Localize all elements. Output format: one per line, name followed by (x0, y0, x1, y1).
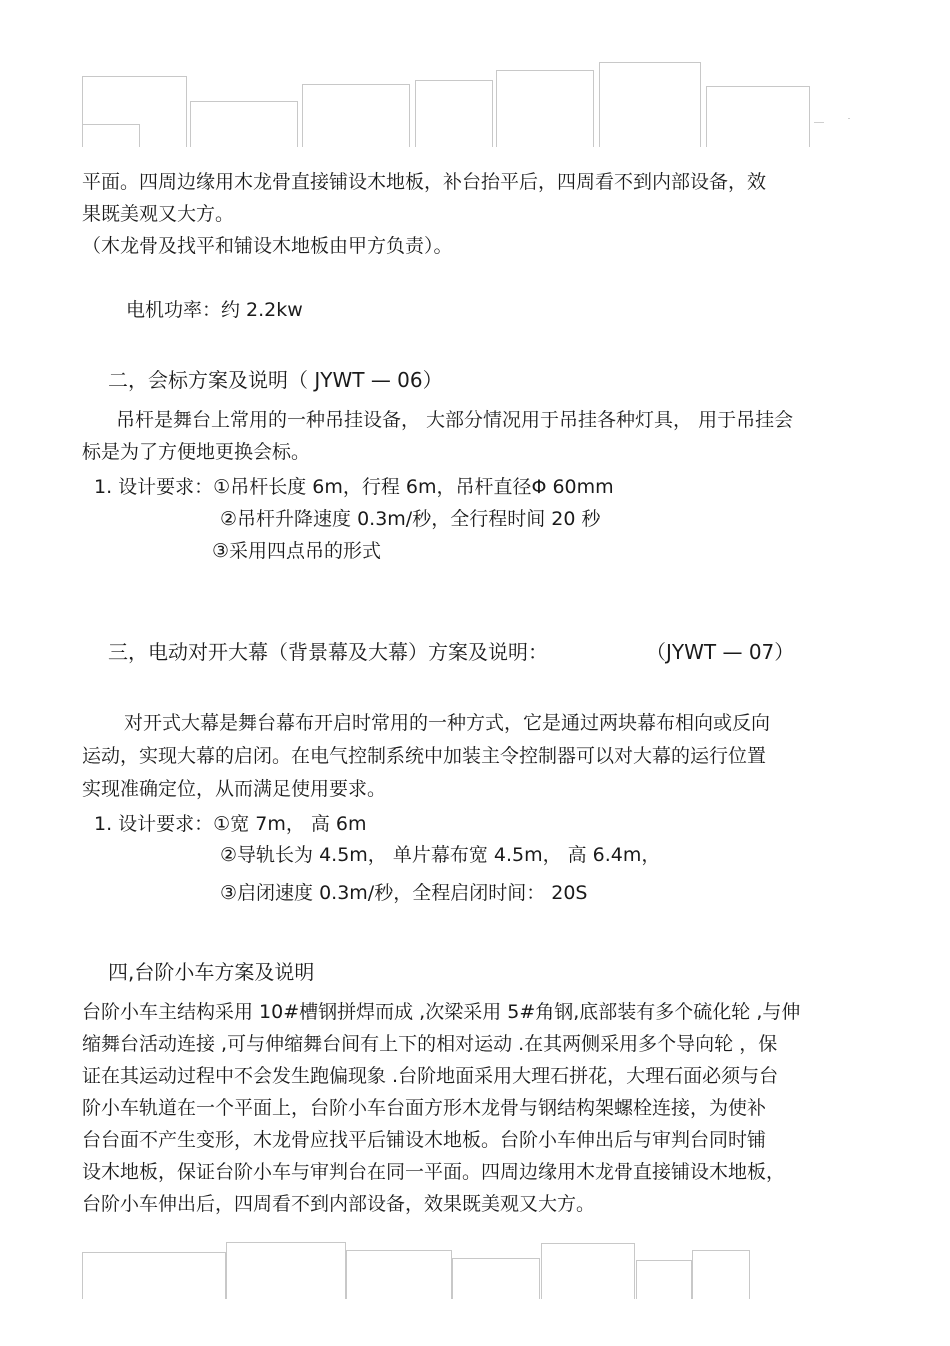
paragraph-line: 标是为了方便地更换会标。 (82, 441, 311, 463)
requirement-line: ②吊杆升降速度 0.3m/秒，全行程时间 20 秒 (220, 508, 601, 530)
paragraph-line: 设木地板，保证台阶小车与审判台在同一平面。四周边缘用木龙骨直接铺设木地板， (82, 1161, 786, 1183)
requirement-line: 1. 设计要求：①宽 7m， 高 6m (94, 813, 367, 835)
paragraph-line: 台台面不产生变形，木龙骨应找平后铺设木地板。台阶小车伸出后与审判台同时铺 (82, 1129, 767, 1151)
paragraph-line: 吊杆是舞台上常用的一种吊挂设备， 大部分情况用于吊挂各种灯具， 用于吊挂会 (116, 409, 794, 431)
paragraph-line: 对开式大幕是舞台幕布开启时常用的一种方式，它是通过两块幕布相向或反向 (124, 712, 771, 734)
requirement-line: ②导轨长为 4.5m， 单片幕布宽 4.5m， 高 6.4m， (220, 844, 661, 866)
paragraph-line: 台阶小车伸出后，四周看不到内部设备，效果既美观又大方。 (82, 1193, 596, 1215)
paragraph-line: 果既美观又大方。 (82, 203, 235, 225)
paragraph-line: （木龙骨及找平和铺设木地板由甲方负责）。 (82, 235, 453, 257)
requirement-line: ③采用四点吊的形式 (212, 540, 382, 562)
requirement-line: 1. 设计要求：①吊杆长度 6m，行程 6m，吊杆直径Φ 60mm (94, 476, 614, 498)
paragraph-line: 实现准确定位，从而满足使用要求。 (82, 778, 387, 800)
paragraph-line: 平面。四周边缘用木龙骨直接铺设木地板，补台抬平后，四周看不到内部设备，效 (82, 171, 767, 193)
paragraph-line: 台阶小车主结构采用 10#槽钢拼焊而成 ,次梁采用 5#角钢,底部装有多个硫化轮 ,与伸 (82, 1001, 801, 1023)
paragraph-line: 阶小车轨道在一个平面上，台阶小车台面方形木龙骨与钢结构架螺栓连接，为使补 (82, 1097, 767, 1119)
requirement-line: ③启闭速度 0.3m/秒，全程启闭时间： 20S (220, 882, 588, 904)
header-decoration (0, 0, 950, 150)
section-code: （JYWT — 07） (646, 640, 795, 664)
paragraph-line: 证在其运动过程中不会发生跑偏现象 .台阶地面采用大理石拼花，大理石面必须与台 (82, 1065, 779, 1087)
footer-decoration (0, 1230, 950, 1290)
section-heading: 二，会标方案及说明（ JYWT — 06） (108, 368, 443, 392)
paragraph-line: 缩舞台活动连接 ,可与伸缩舞台间有上下的相对运动 .在其两侧采用多个导向轮 ，保 (82, 1033, 778, 1055)
section-heading: 三，电动对开大幕（背景幕及大幕）方案及说明： (108, 640, 548, 664)
section-heading: 四,台阶小车方案及说明 (108, 960, 315, 984)
motor-power-text: 电机功率：约 2.2kw (126, 299, 303, 321)
paragraph-line: 运动，实现大幕的启闭。在电气控制系统中加装主令控制器可以对大幕的运行位置 (82, 745, 767, 767)
